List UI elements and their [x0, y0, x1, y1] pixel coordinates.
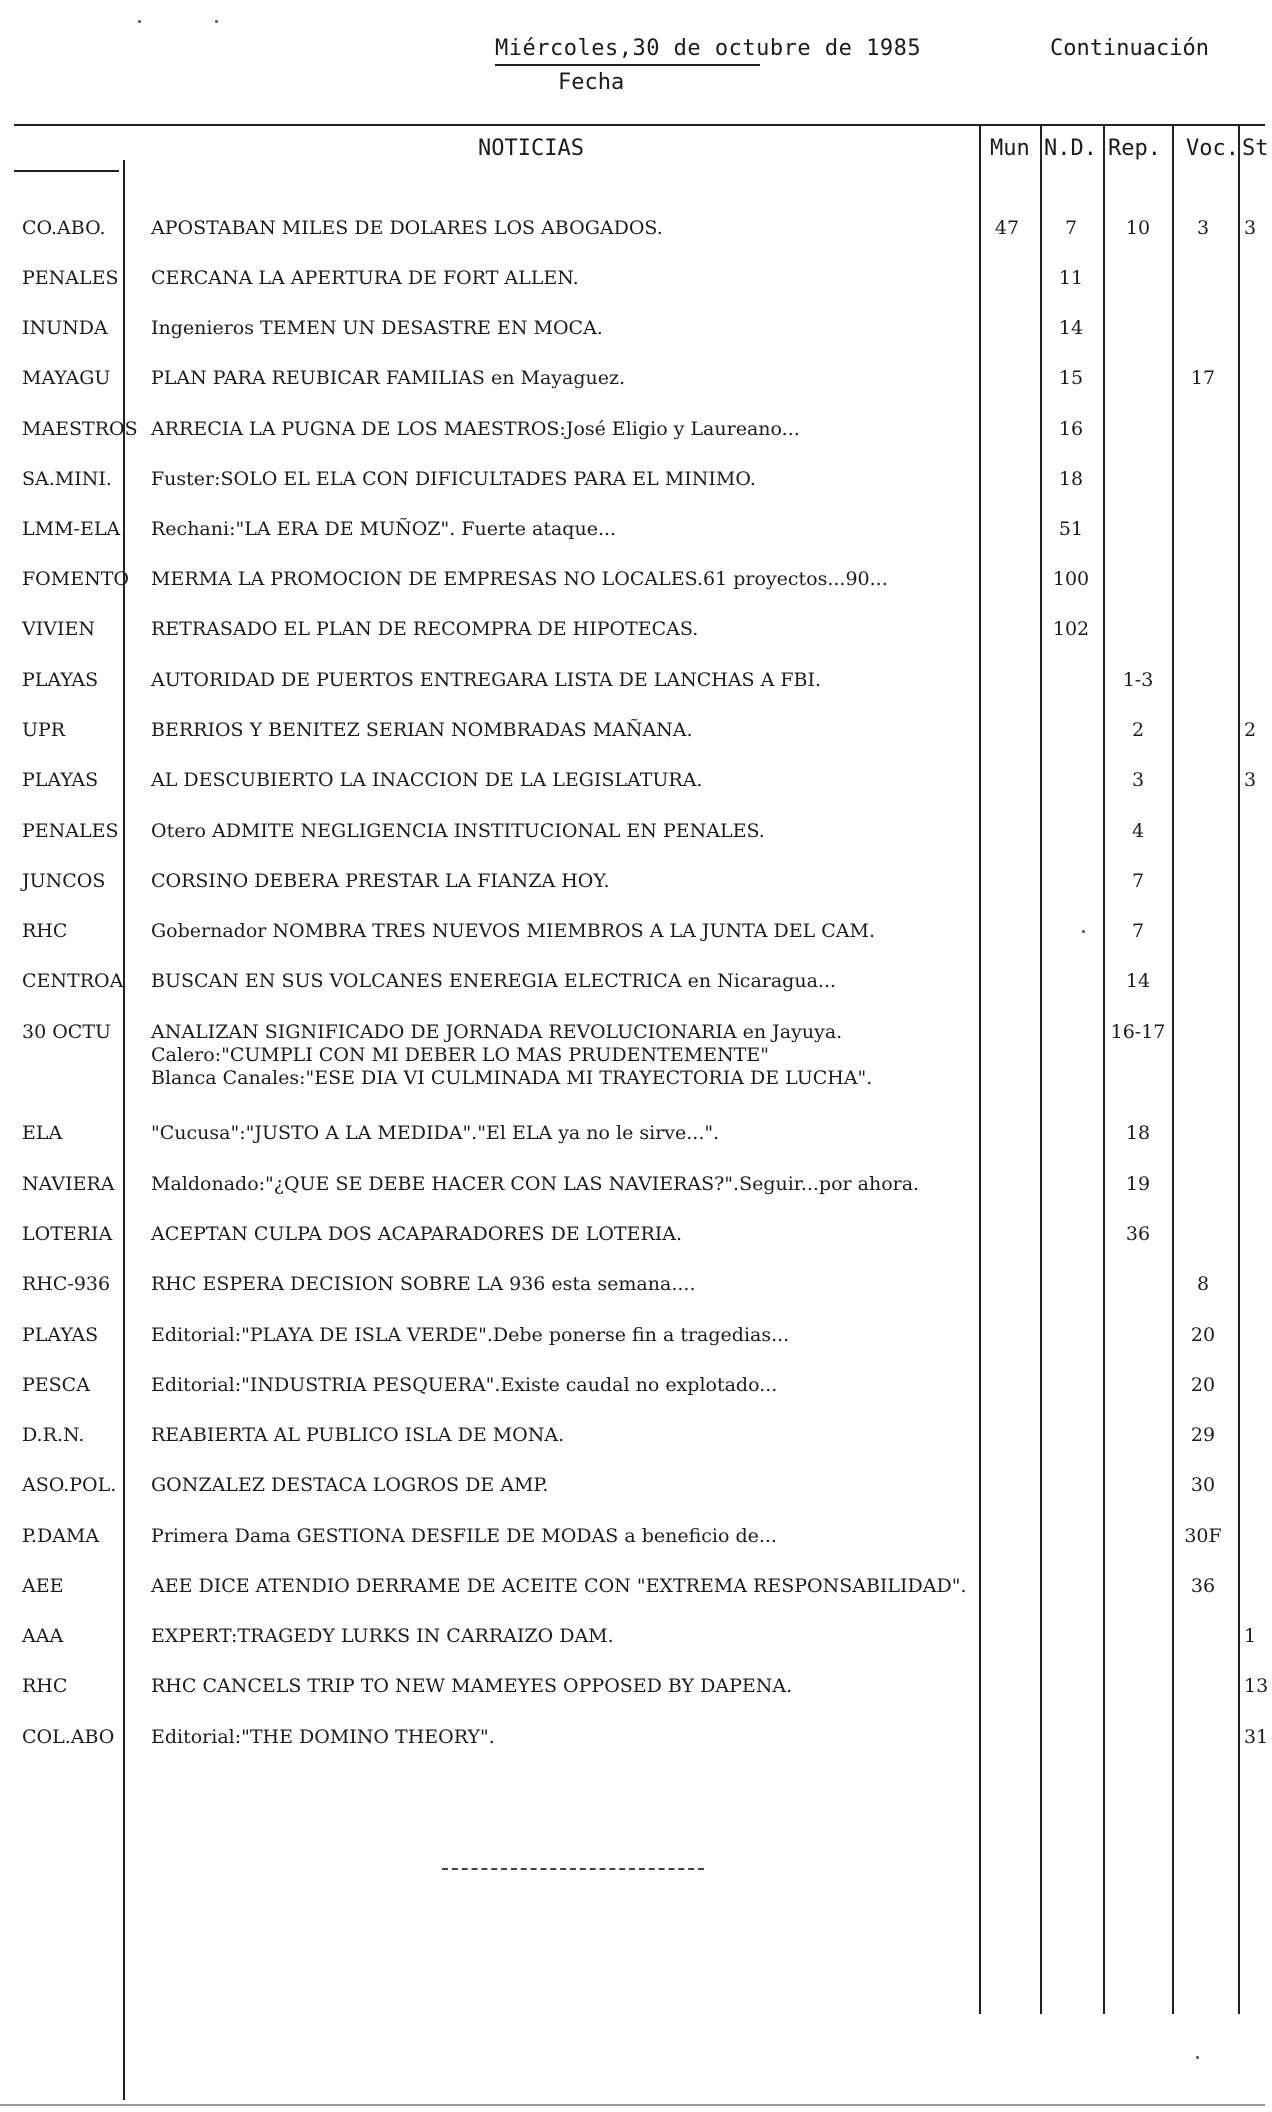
row-headline: APOSTABAN MILES DE DOLARES LOS ABOGADOS. [151, 217, 663, 239]
report-date: Miércoles,30 de octubre de 1985 [495, 36, 922, 61]
row-headline: Rechani:"LA ERA DE MUÑOZ". Fuerte ataque... [151, 518, 617, 540]
table-row [0, 870, 1265, 900]
row-voc: 3 [1196, 217, 1210, 239]
column-header-mun: Mun [990, 136, 1030, 161]
row-rep: 10 [1125, 217, 1151, 239]
table-row [0, 317, 1265, 347]
header-corner-mark [14, 170, 119, 172]
row-rep: 16-17 [1110, 1021, 1166, 1043]
row-headline: Otero ADMITE NEGLIGENCIA INSTITUCIONAL EN PENALES. [151, 820, 765, 842]
row-headline: AL DESCUBIERTO LA INACCION DE LA LEGISLATURA. [151, 769, 703, 791]
row-headline: GONZALEZ DESTACA LOGROS DE AMP. [151, 1474, 549, 1496]
table-row [0, 1726, 1269, 1756]
row-code: PENALES [22, 820, 119, 842]
row-headline: MERMA LA PROMOCION DE EMPRESAS NO LOCALES.61 proyectos...90... [151, 568, 888, 590]
row-headline: AUTORIDAD DE PUERTOS ENTREGARA LISTA DE LANCHAS A FBI. [151, 669, 822, 691]
row-code: ELA [22, 1122, 63, 1144]
row-voc: 30F [1184, 1525, 1222, 1547]
row-voc: 17 [1190, 367, 1216, 389]
table-row [0, 1625, 1265, 1655]
row-nd: 15 [1058, 367, 1084, 389]
row-code: PLAYAS [22, 1324, 99, 1346]
table-row [0, 518, 1265, 548]
row-rep: 3 [1131, 769, 1145, 791]
row-nd: 102 [1052, 618, 1090, 640]
date-underline [495, 64, 760, 66]
row-nd: 18 [1058, 468, 1084, 490]
column-header-voc: Voc. [1186, 136, 1239, 161]
row-headline: PLAN PARA REUBICAR FAMILIAS en Mayaguez. [151, 367, 626, 389]
row-st: 31 [1244, 1726, 1269, 1748]
row-rep: 2 [1131, 719, 1145, 741]
row-headline: Editorial:"INDUSTRIA PESQUERA".Existe caudal no explotado... [151, 1374, 778, 1396]
fecha-label: Fecha [558, 70, 625, 95]
row-headline: AEE DICE ATENDIO DERRAME DE ACEITE CON "EXTREMA RESPONSABILIDAD". [151, 1575, 967, 1597]
table-row [0, 1374, 1265, 1404]
row-st: 3 [1244, 769, 1257, 791]
row-rep: 19 [1125, 1173, 1151, 1195]
column-header-st: St [1242, 136, 1269, 161]
row-code: JUNCOS [22, 870, 106, 892]
table-row [0, 970, 1265, 1000]
table-row [0, 618, 1265, 648]
table-row [0, 1273, 1265, 1303]
row-rep: 1-3 [1122, 669, 1154, 691]
table-row [0, 820, 1265, 850]
row-code: MAYAGU [22, 367, 111, 389]
column-header-noticias: NOTICIAS [478, 136, 584, 161]
row-code: AAA [22, 1625, 64, 1647]
table-top-rule [14, 124, 1265, 126]
row-code: RHC [22, 1675, 68, 1697]
row-code: FOMENTO [22, 568, 129, 590]
row-code: COL.ABO [22, 1726, 115, 1748]
row-code: SA.MINI. [22, 468, 112, 490]
scan-speck [138, 20, 141, 23]
row-voc: 29 [1190, 1424, 1216, 1446]
row-rep: 7 [1131, 870, 1145, 892]
row-code: MAESTROS [22, 418, 138, 440]
row-code: PENALES [22, 267, 119, 289]
table-row [0, 367, 1265, 397]
column-header-rep: Rep. [1108, 136, 1161, 161]
row-headline: CERCANA LA APERTURA DE FORT ALLEN. [151, 267, 579, 289]
table-row [0, 267, 1265, 297]
end-separator-line [442, 1868, 704, 1870]
page-bottom-edge [0, 2104, 1265, 2106]
row-code: PLAYAS [22, 669, 99, 691]
table-row [0, 1223, 1265, 1253]
table-row [0, 1324, 1265, 1354]
row-headline: Editorial:"THE DOMINO THEORY". [151, 1726, 495, 1748]
row-headline: ACEPTAN CULPA DOS ACAPARADORES DE LOTERIA. [151, 1223, 683, 1245]
table-row [0, 468, 1265, 498]
row-code: INUNDA [22, 317, 108, 339]
scan-speck [1196, 2056, 1199, 2059]
row-headline: ANALIZAN SIGNIFICADO DE JORNADA REVOLUCIONARIA en Jayuya. [151, 1021, 843, 1043]
row-headline: Fuster:SOLO EL ELA CON DIFICULTADES PARA EL MINIMO. [151, 468, 756, 490]
table-row [0, 920, 1265, 950]
row-rep: 14 [1125, 970, 1151, 992]
table-row [0, 217, 1265, 247]
row-code: VIVIEN [22, 618, 95, 640]
column-header-nd: N.D. [1044, 136, 1097, 161]
row-code: PESCA [22, 1374, 90, 1396]
row-nd: 16 [1058, 418, 1084, 440]
row-headline: Editorial:"PLAYA DE ISLA VERDE".Debe ponerse fin a tragedias... [151, 1324, 790, 1346]
row-nd: 7 [1064, 217, 1078, 239]
row-rep: 4 [1131, 820, 1145, 842]
row-code: NAVIERA [22, 1173, 115, 1195]
row-rep: 36 [1125, 1223, 1151, 1245]
row-nd: 51 [1058, 518, 1084, 540]
row-voc: 20 [1190, 1374, 1216, 1396]
row-headline: BERRIOS Y BENITEZ SERIAN NOMBRADAS MAÑANA. [151, 719, 693, 741]
row-mun: 47 [994, 217, 1020, 239]
table-row [0, 1424, 1265, 1454]
row-st: 3 [1244, 217, 1257, 239]
row-headline: BUSCAN EN SUS VOLCANES ENEREGIA ELECTRICA en Nicaragua... [151, 970, 837, 992]
table-row [0, 418, 1265, 448]
table-row [0, 1575, 1265, 1605]
row-code: LOTERIA [22, 1223, 113, 1245]
row-code: CO.ABO. [22, 217, 106, 239]
table-row [0, 719, 1265, 749]
row-headline: Primera Dama GESTIONA DESFILE DE MODAS a beneficio de... [151, 1525, 777, 1547]
row-headline: Ingenieros TEMEN UN DESASTRE EN MOCA. [151, 317, 603, 339]
row-code: RHC-936 [22, 1273, 111, 1295]
row-headline: RHC CANCELS TRIP TO NEW MAMEYES OPPOSED BY DAPENA. [151, 1675, 793, 1697]
row-headline: REABIERTA AL PUBLICO ISLA DE MONA. [151, 1424, 565, 1446]
row-nd: 100 [1052, 568, 1090, 590]
row-st: 1 [1244, 1625, 1257, 1647]
row-code: PLAYAS [22, 769, 99, 791]
row-code: LMM-ELA [22, 518, 121, 540]
row-rep: 7 [1131, 920, 1145, 942]
table-row [0, 1021, 1265, 1097]
row-code: RHC [22, 920, 68, 942]
row-headline: Gobernador NOMBRA TRES NUEVOS MIEMBROS A LA JUNTA DEL CAM. [151, 920, 875, 942]
row-headline: EXPERT:TRAGEDY LURKS IN CARRAIZO DAM. [151, 1625, 614, 1647]
row-nd: 14 [1058, 317, 1084, 339]
row-voc: 20 [1190, 1324, 1216, 1346]
table-row [0, 1675, 1269, 1705]
table-row [0, 669, 1265, 699]
row-code: P.DAMA [22, 1525, 100, 1547]
row-st: 2 [1244, 719, 1257, 741]
row-headline: RETRASADO EL PLAN DE RECOMPRA DE HIPOTECAS. [151, 618, 699, 640]
row-code: AEE [22, 1575, 64, 1597]
row-headline: RHC ESPERA DECISION SOBRE LA 936 esta semana.... [151, 1273, 696, 1295]
scan-speck [1082, 930, 1085, 933]
row-voc: 30 [1190, 1474, 1216, 1496]
row-headline: "Cucusa":"JUSTO A LA MEDIDA"."El ELA ya no le sirve...". [151, 1122, 720, 1144]
row-code: D.R.N. [22, 1424, 85, 1446]
row-headline: CORSINO DEBERA PRESTAR LA FIANZA HOY. [151, 870, 610, 892]
table-row [0, 1474, 1265, 1504]
continuation-label: Continuación [1050, 36, 1209, 61]
row-voc: 36 [1190, 1575, 1216, 1597]
scan-speck [215, 20, 218, 23]
row-code: 30 OCTU [22, 1021, 112, 1043]
table-row [0, 1173, 1265, 1203]
row-rep: 18 [1125, 1122, 1151, 1144]
table-row [0, 769, 1265, 799]
row-code: UPR [22, 719, 66, 741]
row-headline: ARRECIA LA PUGNA DE LOS MAESTROS:José Eligio y Laureano... [151, 418, 800, 440]
row-headline-line-3: Blanca Canales:"ESE DIA VI CULMINADA MI TRAYECTORIA DE LUCHA". [151, 1067, 873, 1089]
row-headline-line-2: Calero:"CUMPLI CON MI DEBER LO MAS PRUDENTEMENTE" [151, 1044, 769, 1066]
row-code: ASO.POL. [22, 1474, 117, 1496]
row-st: 13 [1244, 1675, 1269, 1697]
table-row [0, 1525, 1265, 1555]
row-headline: Maldonado:"¿QUE SE DEBE HACER CON LAS NAVIERAS?".Seguir...por ahora. [151, 1173, 920, 1195]
table-row [0, 1122, 1265, 1152]
row-code: CENTROA [22, 970, 124, 992]
row-nd: 11 [1058, 267, 1084, 289]
row-voc: 8 [1196, 1273, 1210, 1295]
table-row [0, 568, 1265, 598]
